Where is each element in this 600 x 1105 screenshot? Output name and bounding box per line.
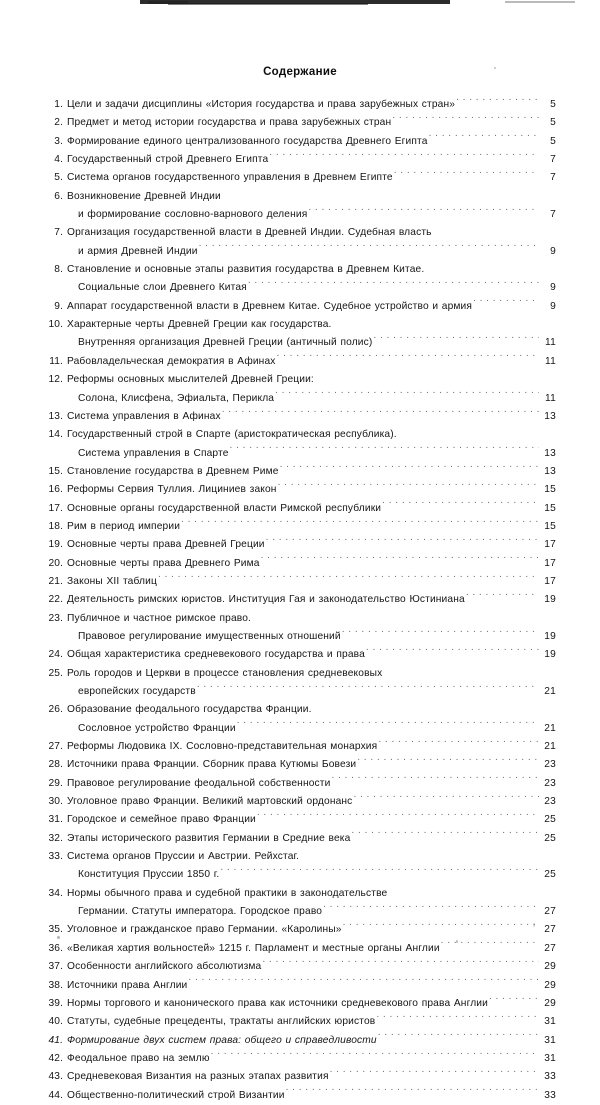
dot-leader bbox=[473, 299, 539, 309]
toc-page-number: 27 bbox=[544, 942, 556, 954]
toc-page-number: 11 bbox=[545, 355, 556, 367]
toc-entry-label: Нормы обычного права и судебной практики в законодательстве bbox=[67, 887, 388, 899]
toc-entry[interactable] bbox=[44, 848, 556, 885]
toc-entry-label: Феодальное право на землю bbox=[67, 1052, 210, 1064]
toc-page-number: 17 bbox=[544, 557, 556, 569]
toc-page-number: 31 bbox=[544, 1052, 556, 1064]
toc-entry[interactable] bbox=[44, 518, 556, 536]
toc-line-continuation bbox=[44, 206, 556, 224]
table-of-contents-list bbox=[44, 96, 556, 1105]
toc-entry[interactable] bbox=[44, 298, 556, 316]
toc-entry[interactable] bbox=[44, 1013, 556, 1031]
toc-entry-label: Источники права Англии bbox=[67, 979, 188, 991]
toc-entry[interactable] bbox=[44, 1032, 556, 1050]
toc-entry-number: 5. bbox=[54, 172, 63, 184]
toc-line-primary bbox=[44, 1013, 556, 1031]
toc-entry-label: Сословное устройство Франции bbox=[78, 722, 236, 734]
dot-leader bbox=[378, 1032, 539, 1042]
toc-line-primary bbox=[44, 848, 556, 866]
toc-line-continuation bbox=[44, 903, 556, 921]
toc-entry-number: 34. bbox=[48, 887, 63, 899]
dot-leader bbox=[382, 500, 539, 510]
toc-page-number: 5 bbox=[550, 135, 556, 147]
toc-entry-label: Система органов Пруссии и Австрии. Рейхстаг. bbox=[67, 851, 300, 863]
toc-page-number: 33 bbox=[544, 1071, 556, 1083]
toc-entry-label: Характерные черты Древней Греции как государства. bbox=[67, 319, 332, 331]
dot-leader bbox=[378, 739, 539, 749]
toc-line-primary bbox=[44, 811, 556, 829]
toc-line-primary bbox=[44, 921, 556, 939]
toc-entry[interactable] bbox=[44, 921, 556, 939]
toc-entry-label: европейских государств bbox=[78, 686, 196, 697]
toc-entry-number: 19. bbox=[48, 539, 63, 551]
toc-entry-label: Городское и семейное право Франции bbox=[67, 814, 256, 826]
toc-line-primary bbox=[44, 426, 556, 444]
toc-entry-number: 25. bbox=[48, 667, 63, 679]
dot-leader bbox=[197, 684, 539, 694]
toc-entry-label: Этапы исторического развития Германии в Средние века bbox=[67, 832, 351, 844]
toc-line-primary bbox=[44, 408, 556, 426]
toc-entry-number: 1. bbox=[54, 99, 63, 110]
toc-line-primary bbox=[44, 169, 556, 187]
toc-line-continuation bbox=[44, 683, 556, 701]
toc-entry-label: Средневековая Византия на разных этапах развития bbox=[67, 1071, 329, 1083]
toc-entry-label: Организация государственной власти в Древней Индии. Судебная власть bbox=[67, 227, 432, 239]
toc-page-number: 15 bbox=[544, 484, 556, 496]
dot-leader bbox=[351, 831, 539, 841]
toc-page-number: 13 bbox=[544, 447, 556, 459]
toc-page-number: 29 bbox=[544, 961, 556, 973]
toc-line-primary bbox=[44, 463, 556, 481]
toc-entry-label: Основные черты права Древнего Рима bbox=[67, 557, 260, 569]
toc-entry[interactable] bbox=[44, 775, 556, 793]
dot-leader bbox=[342, 629, 539, 639]
toc-entry-number: 21. bbox=[48, 575, 63, 587]
toc-entry-label: Общая характеристика средневекового государства и права bbox=[67, 649, 365, 661]
toc-entry-label: Реформы основных мыслителей Древней Греции: bbox=[67, 374, 314, 386]
toc-page-number: 9 bbox=[550, 282, 556, 294]
toc-line-primary bbox=[44, 536, 556, 554]
toc-entry-number: 23. bbox=[48, 612, 63, 624]
dot-leader bbox=[353, 794, 539, 804]
toc-page-number: 13 bbox=[544, 410, 556, 422]
toc-entry[interactable] bbox=[44, 958, 556, 976]
toc-entry-label: Становление государства в Древнем Риме bbox=[67, 465, 279, 477]
dot-leader bbox=[199, 244, 539, 254]
dot-leader bbox=[376, 1014, 539, 1024]
toc-page-number: 11 bbox=[545, 337, 556, 349]
toc-page-number: 13 bbox=[544, 465, 556, 477]
dot-leader bbox=[357, 757, 539, 767]
toc-page-number: 9 bbox=[550, 245, 556, 257]
toc-page-number: 25 bbox=[544, 814, 556, 826]
toc-line-primary bbox=[44, 224, 556, 242]
toc-entry-number: 29. bbox=[48, 777, 63, 789]
dot-leader bbox=[394, 170, 539, 180]
dot-leader bbox=[280, 464, 539, 474]
toc-entry[interactable] bbox=[44, 811, 556, 829]
toc-entry-label: Германии. Статуты императора. Городское право bbox=[78, 906, 323, 918]
toc-entry-number: 32. bbox=[48, 832, 63, 844]
toc-entry-number: 20. bbox=[48, 557, 63, 569]
dot-leader bbox=[211, 1051, 539, 1061]
toc-entry-label: Основные черты права Древней Греции bbox=[67, 539, 265, 551]
toc-line-continuation bbox=[44, 720, 556, 738]
toc-entry-number: 16. bbox=[48, 484, 63, 496]
toc-line-continuation bbox=[44, 628, 556, 646]
page-title: Содержание bbox=[263, 66, 337, 78]
toc-line-primary bbox=[44, 591, 556, 609]
toc-entry[interactable] bbox=[44, 536, 556, 554]
toc-entry-number: 33. bbox=[48, 851, 63, 863]
toc-entry-label: Рим в период империи bbox=[67, 520, 181, 532]
dot-leader bbox=[456, 97, 539, 107]
toc-line-primary bbox=[44, 371, 556, 389]
dot-leader bbox=[323, 904, 539, 914]
toc-entry[interactable] bbox=[44, 1068, 556, 1086]
toc-entry-label: Образование феодального государства Франции. bbox=[67, 704, 312, 716]
toc-line-continuation bbox=[44, 243, 556, 261]
toc-entry-number: 41. bbox=[48, 1034, 63, 1046]
dot-leader bbox=[275, 390, 539, 400]
dot-leader bbox=[330, 1069, 539, 1079]
toc-entry[interactable] bbox=[44, 133, 556, 151]
toc-line-primary bbox=[44, 555, 556, 573]
dot-leader bbox=[441, 941, 539, 951]
toc-entry-number: 7. bbox=[54, 227, 63, 239]
toc-entry[interactable] bbox=[44, 463, 556, 481]
toc-line-continuation bbox=[44, 279, 556, 297]
toc-entry-number: 27. bbox=[48, 741, 63, 753]
toc-page-number: 23 bbox=[544, 796, 556, 808]
toc-entry-number: 10. bbox=[48, 319, 63, 331]
toc-line-primary bbox=[44, 353, 556, 371]
toc-line-primary bbox=[44, 518, 556, 536]
toc-entry-label: Внутренняя организация Древней Греции (античный полис) bbox=[78, 337, 373, 349]
dot-leader bbox=[277, 354, 539, 364]
toc-entry[interactable] bbox=[44, 169, 556, 187]
toc-entry[interactable] bbox=[44, 885, 556, 922]
toc-entry-number: 26. bbox=[48, 704, 63, 716]
toc-entry[interactable] bbox=[44, 738, 556, 756]
toc-line-primary bbox=[44, 316, 556, 334]
toc-line-primary bbox=[44, 298, 556, 316]
toc-entry-number: 37. bbox=[48, 961, 63, 973]
dot-leader bbox=[220, 867, 539, 877]
toc-entry-label: Правовое регулирование феодальной собственности bbox=[67, 777, 331, 789]
toc-page-number: 29 bbox=[544, 997, 556, 1009]
toc-entry-number: 12. bbox=[48, 374, 63, 386]
toc-entry-label: Государственный строй Древнего Египта bbox=[67, 154, 269, 166]
toc-page-number: 21 bbox=[544, 741, 556, 753]
toc-line-continuation bbox=[44, 866, 556, 884]
toc-line-primary bbox=[44, 481, 556, 499]
toc-entry-label: Предмет и метод истории государства и права зарубежных стран bbox=[67, 117, 392, 129]
toc-entry[interactable] bbox=[44, 793, 556, 811]
toc-line-primary bbox=[44, 665, 556, 683]
toc-line-primary bbox=[44, 756, 556, 774]
toc-line-primary bbox=[44, 573, 556, 591]
toc-entry[interactable] bbox=[44, 573, 556, 591]
dot-leader bbox=[237, 721, 539, 731]
toc-page-number: 5 bbox=[550, 99, 556, 110]
toc-entry-label: Солона, Клисфена, Эфиальта, Перикла bbox=[78, 392, 275, 404]
toc-entry[interactable] bbox=[44, 408, 556, 426]
toc-page-number: 17 bbox=[544, 575, 556, 587]
toc-entry-number: 28. bbox=[48, 759, 63, 771]
toc-page-number: 25 bbox=[544, 832, 556, 844]
toc-entry-label: Особенности английского абсолютизма bbox=[67, 961, 262, 973]
scan-edge-artifact-left bbox=[148, 1, 188, 4]
toc-entry[interactable] bbox=[44, 114, 556, 132]
toc-line-continuation bbox=[44, 390, 556, 408]
toc-page-number: 9 bbox=[550, 300, 556, 312]
toc-entry-number: 6. bbox=[54, 190, 63, 202]
toc-entry-label: Становление и основные этапы развития государства в Древнем Китае. bbox=[67, 264, 425, 276]
toc-entry[interactable] bbox=[44, 940, 556, 958]
toc-page-number: 19 bbox=[544, 594, 556, 606]
toc-line-continuation bbox=[44, 334, 556, 352]
toc-entry[interactable] bbox=[44, 151, 556, 169]
toc-entry-number: 13. bbox=[48, 410, 63, 422]
dot-leader bbox=[343, 922, 539, 932]
toc-entry-number: 35. bbox=[48, 924, 63, 936]
toc-entry-number: 18. bbox=[48, 520, 63, 532]
toc-page-number: 7 bbox=[550, 172, 556, 184]
toc-entry[interactable] bbox=[44, 1087, 556, 1105]
toc-page-number: 21 bbox=[544, 686, 556, 697]
toc-page-number: 17 bbox=[544, 539, 556, 551]
dot-leader bbox=[181, 519, 539, 529]
dot-leader bbox=[261, 555, 539, 565]
toc-line-primary bbox=[44, 500, 556, 518]
dot-leader bbox=[308, 207, 539, 217]
toc-entry[interactable] bbox=[44, 188, 556, 225]
toc-entry-label: и формирование сословно-варнового деления bbox=[78, 209, 308, 221]
toc-entry-label: и армия Древней Индии bbox=[78, 245, 198, 257]
toc-entry[interactable] bbox=[44, 701, 556, 738]
toc-line-primary bbox=[44, 940, 556, 958]
toc-page-number: 15 bbox=[544, 520, 556, 532]
dot-leader bbox=[269, 152, 539, 162]
dot-leader bbox=[286, 1087, 539, 1097]
toc-entry-label: Статуты, судебные прецеденты, трактаты английских юристов bbox=[67, 1016, 376, 1028]
toc-entry-label: Уголовное и гражданское право Германии. «Каролины» bbox=[67, 924, 342, 936]
toc-page-number: 19 bbox=[544, 649, 556, 661]
toc-entry-label: Нормы торгового и канонического права как источники средневекового права Англии bbox=[67, 997, 488, 1009]
toc-entry-label: Правовое регулирование имущественных отношений bbox=[78, 630, 341, 642]
toc-entry-number: 24. bbox=[48, 649, 63, 661]
toc-entry[interactable] bbox=[44, 316, 556, 353]
toc-entry[interactable] bbox=[44, 261, 556, 298]
toc-entry-label: Рабовладельческая демократия в Афинах bbox=[67, 355, 276, 367]
toc-line-primary bbox=[44, 1050, 556, 1068]
toc-entry[interactable] bbox=[44, 481, 556, 499]
scan-edge-artifact-right bbox=[505, 1, 575, 3]
toc-line-primary bbox=[44, 96, 556, 114]
toc-page-number: 33 bbox=[544, 1089, 556, 1101]
toc-line-primary bbox=[44, 133, 556, 151]
toc-page-number: 29 bbox=[544, 979, 556, 991]
dot-leader bbox=[278, 482, 539, 492]
toc-entry-number: 9. bbox=[54, 300, 63, 312]
toc-line-primary bbox=[44, 1032, 556, 1050]
toc-line-primary bbox=[44, 646, 556, 664]
toc-entry-label: Законы XII таблиц bbox=[67, 575, 157, 587]
toc-page-number: 31 bbox=[544, 1016, 556, 1028]
toc-line-primary bbox=[44, 261, 556, 279]
toc-line-primary bbox=[44, 958, 556, 976]
toc-entry-number: 4. bbox=[54, 154, 63, 166]
toc-entry-number: 2. bbox=[54, 117, 63, 129]
toc-entry[interactable] bbox=[44, 1050, 556, 1068]
dot-leader bbox=[366, 647, 539, 657]
toc-page-number: 23 bbox=[544, 777, 556, 789]
toc-entry-number: 38. bbox=[48, 979, 63, 991]
toc-entry-number: 17. bbox=[48, 502, 63, 514]
toc-entry-number: 11. bbox=[49, 355, 63, 367]
toc-entry[interactable] bbox=[44, 591, 556, 609]
dot-leader bbox=[262, 959, 539, 969]
toc-entry-label: Роль городов и Церкви в процессе становления средневековых bbox=[67, 667, 383, 679]
toc-line-primary bbox=[44, 151, 556, 169]
toc-page-number: 7 bbox=[550, 154, 556, 166]
toc-page-number: 25 bbox=[544, 869, 556, 881]
toc-entry[interactable] bbox=[44, 96, 556, 114]
dot-leader bbox=[248, 280, 539, 290]
toc-entry[interactable] bbox=[44, 995, 556, 1013]
toc-page-number: 21 bbox=[544, 722, 556, 734]
toc-entry-label: Система управления в Спарте bbox=[78, 447, 229, 459]
toc-entry[interactable] bbox=[44, 756, 556, 774]
toc-entry-label: Аппарат государственной власти в Древнем Китае. Судебное устройство и армия bbox=[67, 300, 473, 312]
toc-entry-label: Конституция Пруссии 1850 г. bbox=[78, 869, 220, 881]
dot-leader bbox=[266, 537, 539, 547]
dot-leader bbox=[373, 335, 539, 345]
toc-line-primary bbox=[44, 738, 556, 756]
toc-entry-number: 42. bbox=[48, 1052, 63, 1064]
toc-entry-label: Реформы Сервия Туллия. Лициниев закон bbox=[67, 484, 277, 496]
toc-line-primary bbox=[44, 1087, 556, 1105]
dot-leader bbox=[489, 996, 539, 1006]
toc-line-primary bbox=[44, 775, 556, 793]
dot-leader bbox=[188, 977, 539, 987]
toc-entry-number: 3. bbox=[54, 135, 63, 147]
toc-entry-label: Социальные слои Древнего Китая bbox=[78, 282, 247, 294]
toc-entry-label: Источники права Франции. Сборник права Кутюмы Бовези bbox=[67, 759, 357, 771]
toc-page-number: 7 bbox=[550, 209, 556, 221]
toc-page-number: 23 bbox=[544, 759, 556, 771]
toc-page-number: 31 bbox=[544, 1034, 556, 1046]
toc-line-primary bbox=[44, 610, 556, 628]
toc-entry-number: 31. bbox=[48, 814, 63, 826]
toc-entry[interactable] bbox=[44, 977, 556, 995]
toc-page-number: 11 bbox=[545, 392, 556, 404]
toc-line-continuation bbox=[44, 445, 556, 463]
toc-entry-number: 44. bbox=[48, 1089, 63, 1101]
toc-line-primary bbox=[44, 977, 556, 995]
toc-entry-label: «Великая хартия вольностей» 1215 г. Парламент и местные органы Англии bbox=[67, 942, 440, 954]
toc-line-primary bbox=[44, 793, 556, 811]
toc-entry-number: 39. bbox=[48, 997, 63, 1009]
toc-entry-number: 30. bbox=[48, 796, 63, 808]
toc-entry-label: Общественно-политический строй Византии bbox=[67, 1089, 285, 1101]
dot-leader bbox=[429, 134, 539, 144]
dot-leader bbox=[230, 445, 539, 455]
dot-leader bbox=[158, 574, 539, 584]
toc-entry-label: Публичное и частное римское право. bbox=[67, 612, 252, 624]
toc-entry-number: 43. bbox=[48, 1071, 63, 1083]
toc-entry[interactable] bbox=[44, 555, 556, 573]
toc-entry[interactable] bbox=[44, 353, 556, 371]
dot-leader bbox=[466, 592, 539, 602]
toc-entry-label: Возникновение Древней Индии bbox=[67, 190, 221, 202]
dot-leader bbox=[257, 812, 539, 822]
toc-entry-label: Формирование единого централизованного государства Древнего Египта bbox=[67, 135, 428, 147]
toc-entry-label: Формирование двух систем права: общего и справедливости bbox=[67, 1034, 377, 1046]
toc-entry[interactable] bbox=[44, 830, 556, 848]
toc-line-primary bbox=[44, 701, 556, 719]
toc-entry[interactable] bbox=[44, 646, 556, 664]
toc-entry[interactable] bbox=[44, 426, 556, 463]
dot-leader bbox=[331, 776, 539, 786]
toc-entry-label: Система органов государственного управления в Древнем Египте bbox=[67, 172, 393, 184]
toc-entry-label: Система управления в Афинах bbox=[67, 410, 221, 422]
toc-entry[interactable] bbox=[44, 500, 556, 518]
toc-line-primary bbox=[44, 995, 556, 1013]
toc-line-primary bbox=[44, 885, 556, 903]
toc-page-number: 19 bbox=[544, 630, 556, 642]
toc-entry-number: 15. bbox=[48, 465, 63, 477]
toc-entry-label: Уголовное право Франции. Великий мартовский ордонанс bbox=[67, 796, 353, 808]
toc-entry-label: Основные органы государственной власти Римской республики bbox=[67, 502, 382, 514]
toc-entry[interactable] bbox=[44, 665, 556, 702]
toc-entry-label: Реформы Людовика IX. Сословно-представительная монархия bbox=[67, 741, 378, 753]
toc-entry-number: 14. bbox=[48, 429, 63, 441]
dot-leader bbox=[392, 115, 539, 125]
toc-page-number: 27 bbox=[544, 924, 556, 936]
toc-page-number: 27 bbox=[544, 906, 556, 918]
toc-line-primary bbox=[44, 188, 556, 206]
toc-entry[interactable] bbox=[44, 610, 556, 647]
toc-entry-label: Цели и задачи дисциплины «История государства и права зарубежных стран» bbox=[67, 99, 456, 110]
toc-page-number: 15 bbox=[544, 502, 556, 514]
toc-entry-number: 8. bbox=[54, 264, 63, 276]
toc-page-number: 5 bbox=[550, 117, 556, 129]
toc-entry-number: 22. bbox=[48, 594, 63, 606]
toc-entry-label: Государственный строй в Спарте (аристократическая республика). bbox=[67, 429, 397, 441]
toc-line-primary bbox=[44, 830, 556, 848]
toc-line-primary bbox=[44, 114, 556, 132]
toc-line-primary bbox=[44, 1068, 556, 1086]
scan-edge-artifact-secondary bbox=[168, 3, 368, 5]
toc-entry-label: Деятельность римских юристов. Институция Гая и законодательство Юстиниана bbox=[67, 594, 465, 606]
toc-entry[interactable] bbox=[44, 371, 556, 408]
toc-entry[interactable] bbox=[44, 224, 556, 261]
dot-leader bbox=[222, 409, 539, 419]
toc-entry-number: 36. bbox=[48, 942, 63, 954]
toc-entry-number: 40. bbox=[48, 1016, 63, 1028]
